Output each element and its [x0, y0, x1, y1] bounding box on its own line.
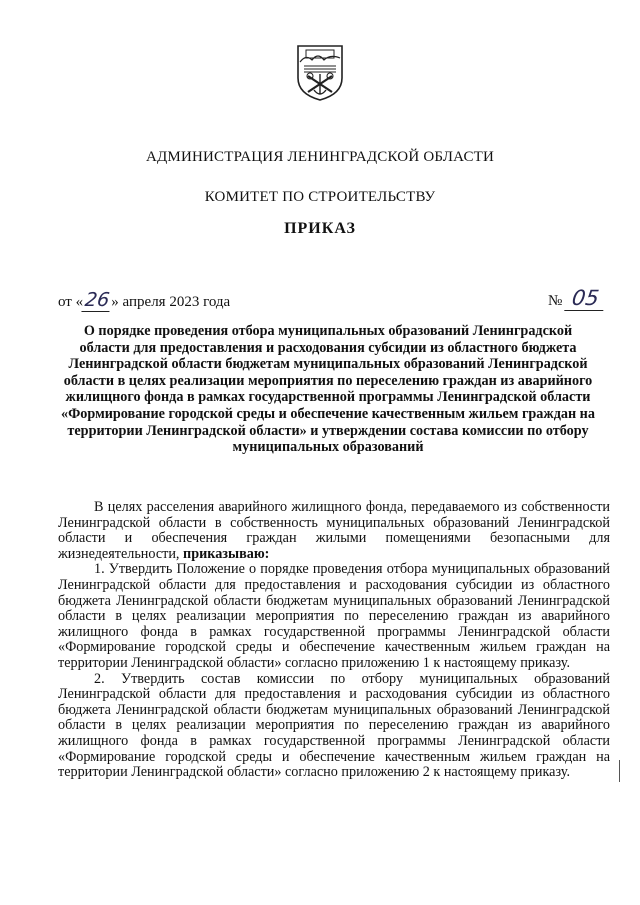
intro-text: В целях расселения аварийного жилищного фонда, передаваемого из собственности Ленинградской области в собственность муниципальных образований Ленинградской области и обеспечения граждан жилыми помещениями безопасными для жизнедеятельности, [58, 499, 610, 562]
date-suffix: » апреля 2023 года [111, 294, 231, 310]
document-type: ПРИКАЗ [284, 220, 356, 237]
committee-name: КОМИТЕТ ПО СТРОИТЕЛЬСТВУ [204, 189, 436, 205]
document-title: О порядке проведения отбора муниципальных образований Ленинградской области для предоставления и расходования субсидии из областного бюджета Ленинградской области бюджетам муниципальных образований Ленинградской области в целях реализации мероприятия по переселению граждан из аварийного жилищного фонда в рамках государственной программы Ленинградской области «Формирование городской среды и обеспечение качественным жильем граждан на территории Ленинградской области» и утверждении состава комиссии по отбору муниципальных образований [61, 323, 595, 456]
order-number [548, 286, 605, 311]
number-value-handwritten: 05 [564, 286, 606, 311]
date-prefix: от « [58, 294, 84, 310]
number-label: № [548, 293, 563, 309]
document-body [58, 500, 610, 781]
item-1: 1. Утвердить Положение о порядке проведения отбора муниципальных образований Ленинградской области для предоставления и расходования субсидии из областного бюджета Ленинградской области бюджетам муниципальных образований Ленинградской области в целях реализации мероприятия по переселению граждан из аварийного жилищного фонда в рамках государственной программы Ленинградской области «Формирование городской среды и обеспечение качественным жильем граждан на территории Ленинградской области» согласно приложению 1 к настоящему приказу. [58, 561, 610, 671]
date-day-handwritten: 26 [81, 289, 112, 312]
intro-paragraph [58, 500, 610, 562]
organization-name: АДМИНИСТРАЦИЯ ЛЕНИНГРАДСКОЙ ОБЛАСТИ [145, 149, 495, 165]
date-line [58, 289, 230, 312]
intro-decree-word: приказываю: [183, 545, 270, 562]
item-2: 2. Утвердить состав комиссии по отбору муниципальных образований Ленинградской области для предоставления и расходования субсидии из областного бюджета Ленинградской области бюджетам муниципальных образований Ленинградской области в целях реализации мероприятия по переселению граждан из аварийного жилищного фонда в рамках государственной программы Ленинградской области «Формирование городской среды и обеспечение качественным жильем граждан на территории Ленинградской области» согласно приложению 2 к настоящему приказу. [58, 670, 610, 781]
coat-of-arms-icon [296, 44, 344, 102]
margin-mark [619, 760, 620, 782]
